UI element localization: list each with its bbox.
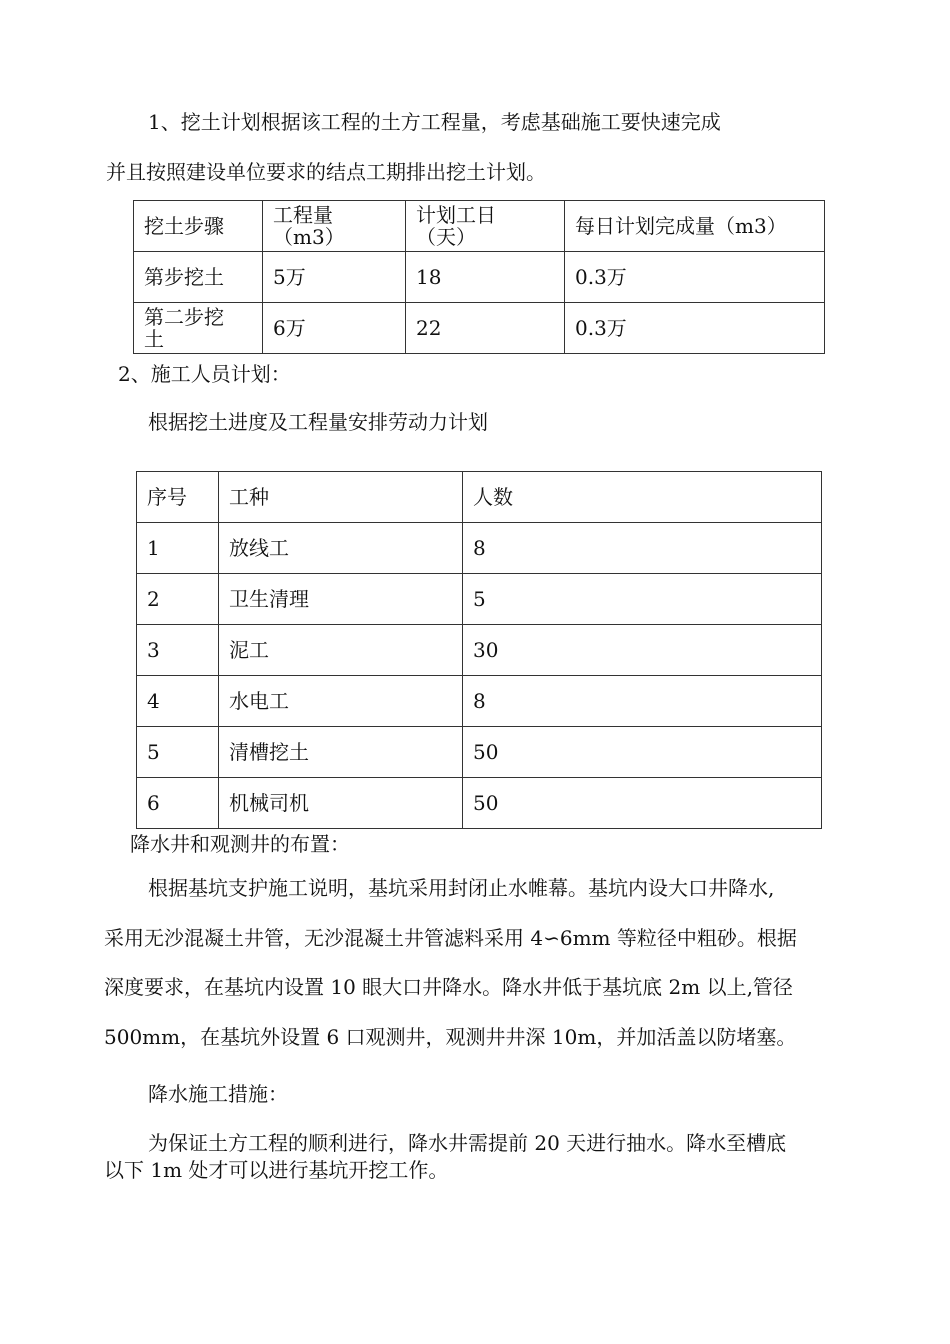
labor-plan-table xyxy=(136,471,822,829)
paragraph-line: 以下 1m 处才可以进行基坑开挖工作。 xyxy=(104,1158,449,1182)
table-header-cell: 序号 xyxy=(137,472,219,523)
table-header-cell: 工种 xyxy=(219,472,463,523)
section-title: 2、施工人员计划： xyxy=(118,362,291,386)
table-cell: 6 xyxy=(137,778,219,829)
table-cell: 0.3万 xyxy=(565,303,825,354)
table-cell: 3 xyxy=(137,625,219,676)
table-cell: 泥工 xyxy=(219,625,463,676)
table-row xyxy=(137,625,822,676)
paragraph-line: 根据挖土进度及工程量安排劳动力计划 xyxy=(148,410,488,434)
paragraph-line: 根据基坑支护施工说明，基坑采用封闭止水帷幕。基坑内设大口井降水, xyxy=(148,876,775,900)
paragraph-line: 1、挖土计划根据该工程的土方工程量，考虑基础施工要快速完成 xyxy=(148,110,721,134)
paragraph-line: 采用无沙混凝土井管，无沙混凝土井管滤料采用 4∽6mm 等粒径中粗砂。根据 xyxy=(104,926,797,950)
table-header-cell: 计划工日（天） xyxy=(406,201,565,252)
table-cell: 5 xyxy=(463,574,822,625)
table-cell: 水电工 xyxy=(219,676,463,727)
table-cell: 机械司机 xyxy=(219,778,463,829)
table-cell: 卫生清理 xyxy=(219,574,463,625)
paragraph-line: 为保证土方工程的顺利进行，降水井需提前 20 天进行抽水。降水至槽底 xyxy=(148,1131,787,1155)
table-cell: 2 xyxy=(137,574,219,625)
table-row xyxy=(134,303,825,354)
table-cell: 18 xyxy=(406,252,565,303)
table-cell: 0.3万 xyxy=(565,252,825,303)
table-cell: 放线工 xyxy=(219,523,463,574)
section-title: 降水井和观测井的布置： xyxy=(130,832,350,856)
table-cell: 30 xyxy=(463,625,822,676)
table-row xyxy=(137,778,822,829)
table-cell: 22 xyxy=(406,303,565,354)
table-header-cell: 每日计划完成量（m3） xyxy=(565,201,825,252)
table-row xyxy=(137,523,822,574)
table-row xyxy=(137,727,822,778)
table-cell: 5万 xyxy=(263,252,406,303)
table-cell: 第二步挖土 xyxy=(134,303,263,354)
table-row xyxy=(137,574,822,625)
table-row xyxy=(137,676,822,727)
table-cell: 50 xyxy=(463,778,822,829)
table-cell: 8 xyxy=(463,523,822,574)
table-cell: 4 xyxy=(137,676,219,727)
section-title: 降水施工措施： xyxy=(148,1082,288,1106)
table-cell: 第步挖土 xyxy=(134,252,263,303)
table-cell: 清槽挖土 xyxy=(219,727,463,778)
table-cell: 50 xyxy=(463,727,822,778)
table-header-cell: 工程量（m3） xyxy=(263,201,406,252)
table-cell: 8 xyxy=(463,676,822,727)
table-cell: 1 xyxy=(137,523,219,574)
excavation-plan-table xyxy=(133,200,825,354)
table-cell: 6万 xyxy=(263,303,406,354)
paragraph-line: 500mm，在基坑外设置 6 口观测井，观测井井深 10m，并加活盖以防堵塞。 xyxy=(104,1025,797,1049)
table-header-cell: 人数 xyxy=(463,472,822,523)
paragraph-line: 深度要求，在基坑内设置 10 眼大口井降水。降水井低于基坑底 2m 以上,管径 xyxy=(104,975,793,999)
table-header-row xyxy=(137,472,822,523)
table-header-row xyxy=(134,201,825,252)
paragraph-line: 并且按照建设单位要求的结点工期排出挖土计划。 xyxy=(106,160,546,184)
table-row xyxy=(134,252,825,303)
table-header-cell: 挖土步骤 xyxy=(134,201,263,252)
table-cell: 5 xyxy=(137,727,219,778)
